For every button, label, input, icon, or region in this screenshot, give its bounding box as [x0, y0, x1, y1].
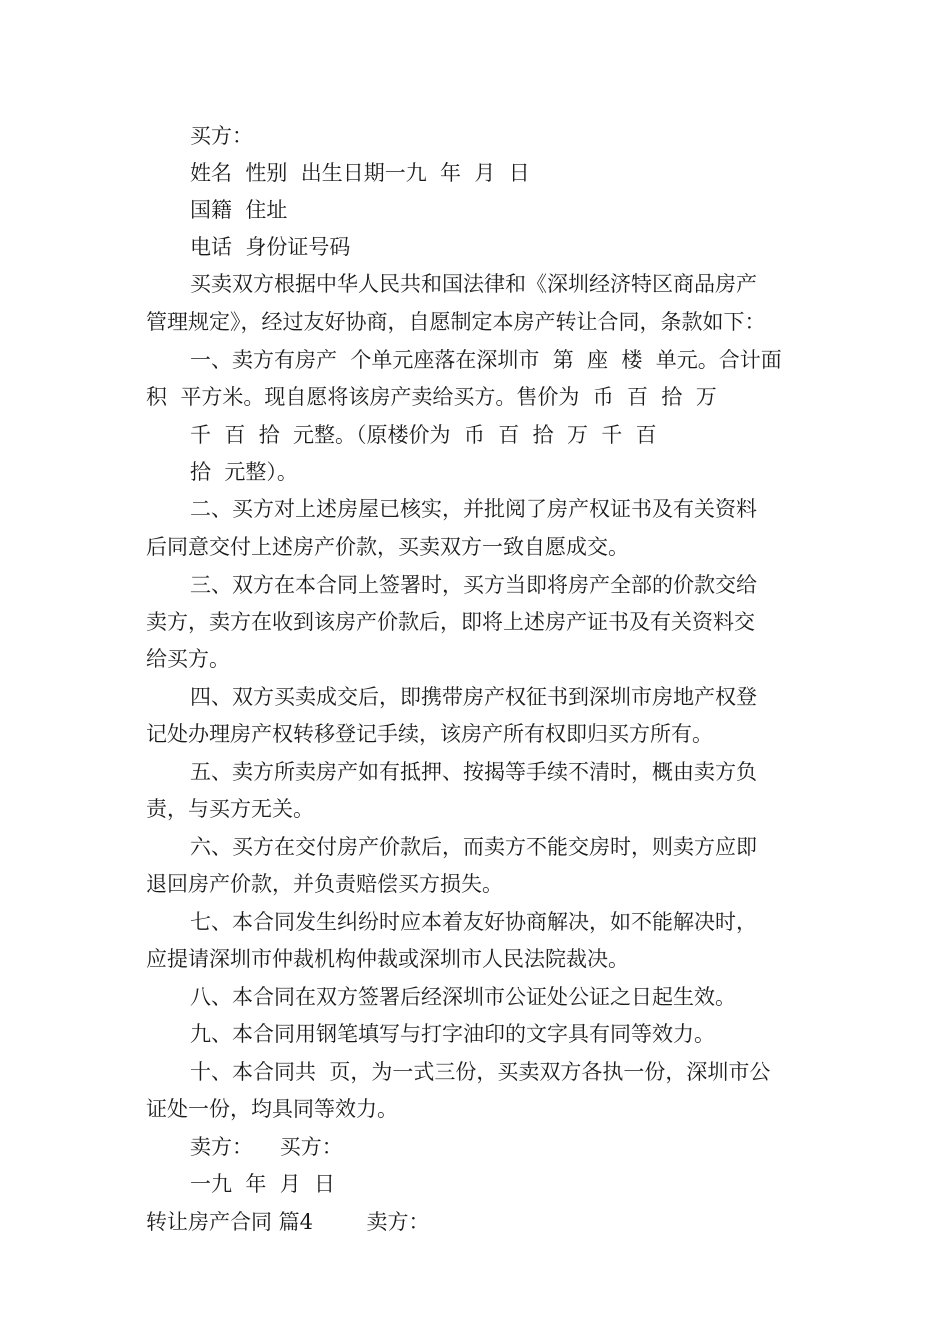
buyer-label: 买方：	[190, 124, 253, 148]
clause-7-line-1: 七、本合同发生纠纷时应本着友好协商解决，如不能解决时，	[190, 910, 757, 934]
date-row: 一九 年 月 日	[190, 1172, 336, 1196]
clause-3-line-2: 卖方，卖方在收到该房产价款后，即将上述房产证书及有关资料交	[146, 610, 755, 634]
clause-8-line: 八、本合同在双方签署后经深圳市公证处公证之日起生效。	[190, 985, 736, 1009]
clause-1-line-2: 积 平方米。现自愿将该房产卖给买方。售价为 币 百 拾 万	[146, 385, 717, 409]
clause-6-line-2: 退回房产价款，并负责赔偿买方损失。	[146, 872, 503, 896]
clause-2-line-2: 后同意交付上述房产价款，买卖双方一致自愿成交。	[146, 535, 629, 559]
clause-5-line-1: 五、卖方所卖房产如有抵押、按揭等手续不清时，概由卖方负	[190, 760, 757, 784]
clause-4-line-1: 四、双方买卖成交后，即携带房产权征书到深圳市房地产权登	[190, 685, 757, 709]
clause-1-line-1: 一、卖方有房产 个单元座落在深圳市 第 座 楼 单元。合计面	[190, 348, 782, 372]
clause-1-line-3: 千 百 拾 元整。（原楼价为 币 百 拾 万 千 百	[190, 423, 657, 447]
clause-1-line-4: 拾 元整）。	[190, 460, 298, 484]
buyer-nationality-row: 国籍 住址	[190, 198, 288, 222]
preamble-line-2: 管理规定》，经过友好协商，自愿制定本房产转让合同，条款如下：	[146, 310, 766, 334]
clause-5-line-2: 责，与买方无关。	[146, 797, 314, 821]
clause-3-line-1: 三、双方在本合同上签署时，买方当即将房产全部的价款交给	[190, 573, 757, 597]
clause-2-line-1: 二、买方对上述房屋已核实，并批阅了房产权证书及有关资料	[190, 497, 757, 521]
clause-3-line-3: 给买方。	[146, 647, 230, 671]
preamble-line-1: 买卖双方根据中华人民共和国法律和《深圳经济特区商品房产	[190, 272, 757, 296]
next-section-heading: 转让房产合同 篇4 卖方：	[146, 1210, 430, 1234]
buyer-name-row: 姓名 性别 出生日期一九 年 月 日	[190, 161, 530, 185]
signature-row: 卖方： 买方：	[190, 1135, 343, 1159]
clause-4-line-2: 记处办理房产权转移登记手续，该房产所有权即归买方所有。	[146, 722, 713, 746]
clause-7-line-2: 应提请深圳市仲裁机构仲裁或深圳市人民法院裁决。	[146, 947, 629, 971]
clause-6-line-1: 六、买方在交付房产价款后，而卖方不能交房时，则卖方应即	[190, 835, 757, 859]
clause-10-line-1: 十、本合同共 页，为一式三份，买卖双方各执一份，深圳市公	[190, 1060, 771, 1084]
clause-9-line: 九、本合同用钢笔填写与打字油印的文字具有同等效力。	[190, 1022, 715, 1046]
clause-10-line-2: 证处一份，均具同等效力。	[146, 1097, 398, 1121]
buyer-phone-row: 电话 身份证号码	[190, 235, 351, 259]
